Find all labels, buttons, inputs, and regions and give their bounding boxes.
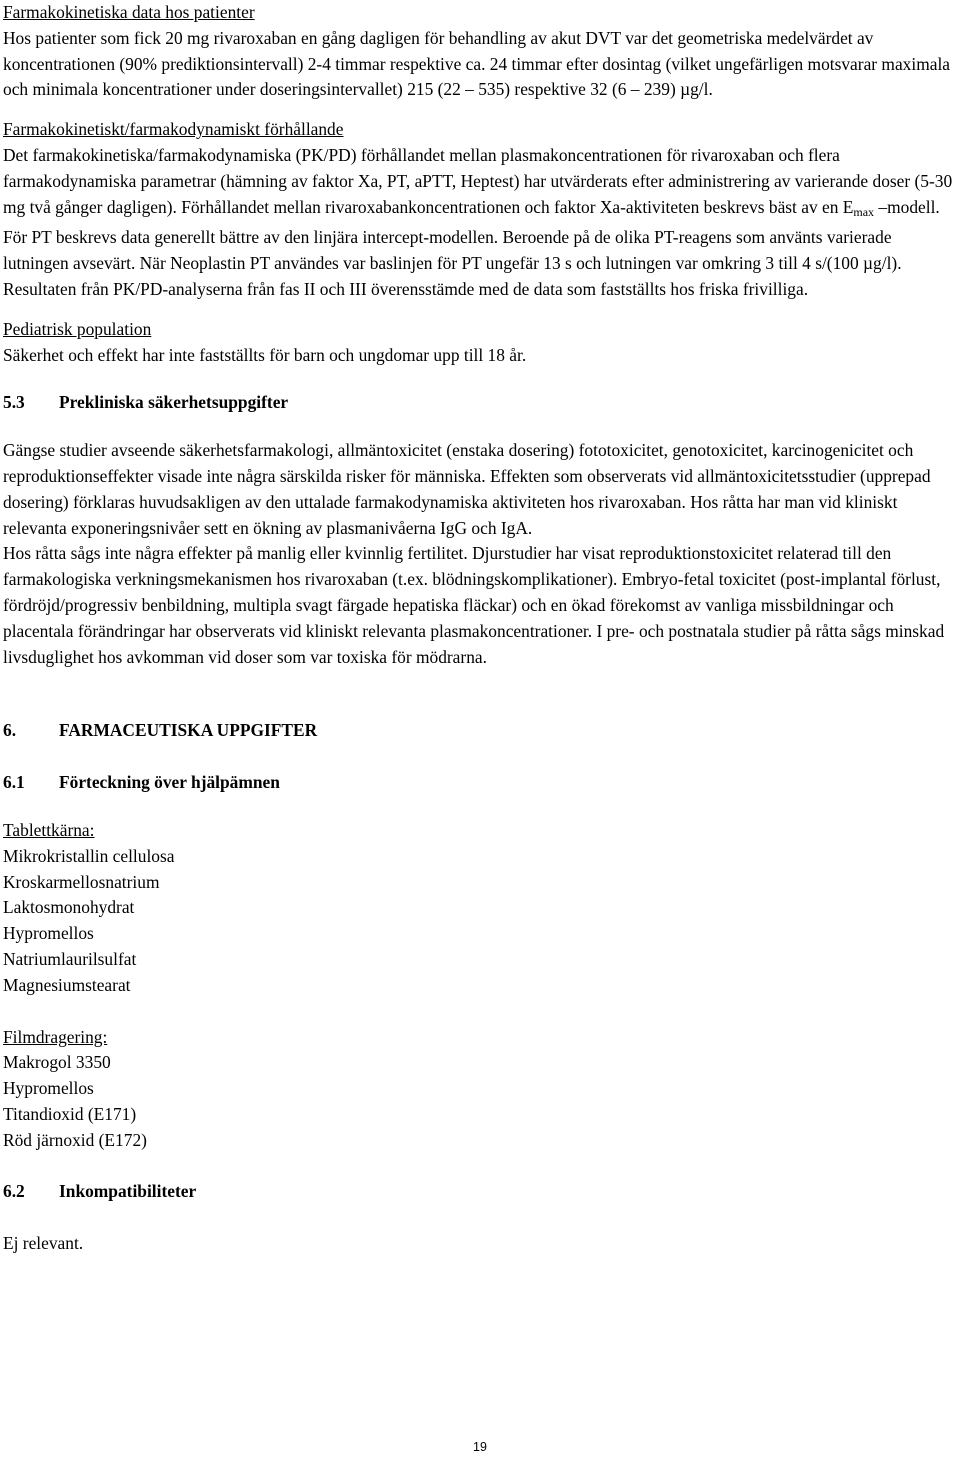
preclinical-paragraph-2: Hos råtta sågs inte några effekter på manlig eller kvinnlig fertilitet. Djurstudier har visat reproduktionstoxicitet relaterad till den farmakologiska verkningsmekanismen hos rivaroxaban (t.ex. blödningskomplikationer). Embryo-fetal toxicitet (post-implantal förlust, fördröjd/progressiv benbildning, multipla svagt färgade hepatiska fläckar) och en ökad förekomst av vanliga missbildningar och placentala förändringar har observerats vid kliniskt relevanta plasmakoncentrationer. I pre- och postnatala studier på råtta sågs minskad livsduglighet hos avkomman vid doser som var toxiska för mödrarna. (3, 543, 945, 667)
pediatric-subheading: Pediatrisk population (3, 318, 152, 339)
section-6-2-number: 6.2 (3, 1181, 25, 1202)
section-5-3-title: Prekliniska säkerhetsuppgifter (59, 392, 289, 413)
excipient-item: Magnesiumstearat (3, 974, 131, 995)
pkpd-paragraph (3, 143, 955, 303)
film-coating-label: Filmdragering: (3, 1026, 108, 1047)
pediatric-paragraph: Säkerhet och effekt har inte fastställts för barn och ungdomar upp till 18 år. (3, 344, 527, 365)
excipient-item: Natriumlaurilsulfat (3, 948, 137, 969)
excipient-item: Kroskarmellosnatrium (3, 871, 160, 892)
section-6-2-title: Inkompatibiliteter (59, 1181, 197, 1202)
section-6-1-title: Förteckning över hjälpämnen (59, 772, 280, 793)
section-6-title: FARMACEUTISKA UPPGIFTER (59, 720, 318, 741)
tablet-core-label: Tablettkärna: (3, 819, 95, 840)
section-6-1-heading (3, 770, 955, 796)
pkpd-text-part2: –modell. För PT beskrevs data generellt bättre av den linjära intercept-modellen. Beroende på de olika PT-reagens som använts varierade lutningen avsevärt. När Neoplastin PT användes var baslinjen för PT ungefär 13 s och lutningen var omkring 3 till 4 s/(100 µg/l). Resultaten från PK/PD-analyserna från fas II och III överensstämde med de data som fastställts hos friska frivilliga. (3, 196, 940, 299)
pkpd-text-part1: Det farmakokinetiska/farmakodynamiska (PK/PD) förhållandet mellan plasmakoncentrationen för rivaroxaban och flera farmakodynamiska parametrar (hämning av faktor Xa, PT, aPTT, Heptest) har utvärderats efter administrering av varierande doser (5-30 mg två gånger dagligen). Förhållandet mellan rivaroxabankoncentrationen och faktor Xa-aktiviteten beskrevs bäst av en E (3, 144, 953, 217)
excipient-item: Mikrokristallin cellulosa (3, 845, 175, 866)
page-number: 19 (473, 1440, 487, 1454)
section-5-3-number: 5.3 (3, 392, 25, 413)
section-6-1-number: 6.1 (3, 772, 25, 793)
section-5-3-heading (3, 390, 955, 416)
pk-subheading: Farmakokinetiska data hos patienter (3, 2, 255, 22)
preclinical-paragraph-1: Gängse studier avseende säkerhetsfarmakologi, allmäntoxicitet (enstaka dosering) fototoxicitet, genotoxicitet, karcinogenicitet och reproduktionseffekter visade inte några särskilda risker för människa. Effekten som observerats vid allmäntoxicitetsstudier (upprepad dosering) förklaras huvudsakligen av den uttalade farmakodynamiska aktiviteten hos rivaroxaban. Hos råtta har man vid kliniskt relevanta exponeringsnivåer sett en ökning av plasmanivåerna IgG och IgA. (3, 440, 931, 538)
section-6-heading (3, 718, 955, 744)
pk-paragraph: Hos patienter som fick 20 mg rivaroxaban en gång dagligen för behandling av akut DVT var det geometriska medelvärdet av koncentrationen (90% prediktionsintervall) 2-4 timmar respektive ca. 24 timmar efter dosintag (vilket ungefärligen motsvarar maximala och minimala koncentrationer under doseringsintervallet) 215 (22 – 535) respektive 32 (6 – 239) µg/l. (3, 27, 950, 100)
excipient-item: Titandioxid (E171) (3, 1103, 137, 1124)
emax-subscript: max (853, 204, 875, 219)
section-6-2-heading (3, 1179, 955, 1205)
excipient-item: Hypromellos (3, 923, 94, 944)
section-6-number: 6. (3, 720, 17, 741)
pkpd-subheading: Farmakokinetiskt/farmakodynamiskt förhållande (3, 119, 344, 140)
excipient-item: Laktosmonohydrat (3, 897, 135, 918)
incompatibilities-text: Ej relevant. (3, 1233, 84, 1254)
excipient-item: Röd järnoxid (E172) (3, 1129, 147, 1150)
document-page (3, 0, 955, 1257)
excipient-item: Hypromellos (3, 1078, 94, 1099)
excipient-item: Makrogol 3350 (3, 1052, 111, 1073)
